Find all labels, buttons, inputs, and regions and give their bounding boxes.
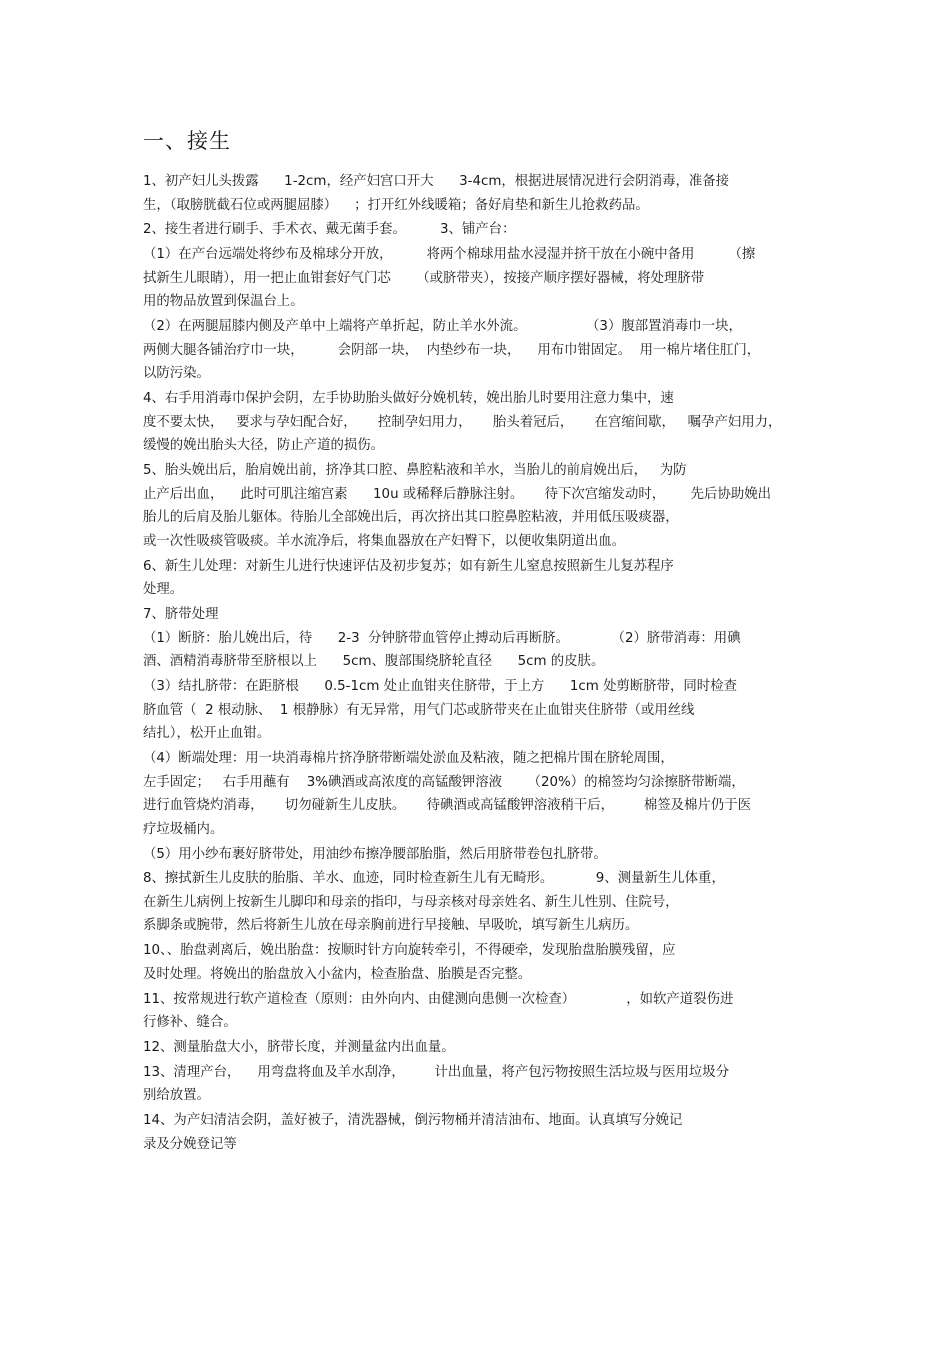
text-line: 10、、胎盘剥离后，娩出胎盘：按顺时针方向旋转牵引，不得硬牵，发现胎盘胎膜残留，应 — [143, 943, 676, 959]
paragraph — [143, 555, 808, 602]
text-line: 生，（取膀胱截石位或两腿屈膝） ；打开红外线暖箱；备好肩垫和新生儿抢救药品。 — [143, 197, 649, 213]
text-line: （4）断端处理：用一块消毒棉片挤净脐带断端处淤血及粘液，随之把棉片围在脐轮周围， — [143, 750, 674, 766]
paragraph — [143, 988, 808, 1035]
text-line: 疗垃圾桶内。 — [143, 821, 224, 837]
paragraph — [143, 218, 808, 242]
paragraph — [143, 459, 808, 553]
document-body — [143, 170, 808, 1156]
paragraph — [143, 387, 808, 458]
text-line: （1）断脐：胎儿娩出后，待 2-3 分钟脐带血管停止搏动后再断脐。 （2）脐带消毒：用碘 — [143, 630, 741, 646]
text-line: 5、胎头娩出后，胎肩娩出前，挤净其口腔、鼻腔粘液和羊水，当胎儿的前肩娩出后， 为防 — [143, 463, 687, 479]
text-line: 2、接生者进行刷手、手术衣、戴无菌手套。 3、铺产台： — [143, 222, 516, 238]
text-line: （2）在两腿屈膝内侧及产单中上端将产单折起，防止羊水外流。 （3）腹部置消毒巾一块， — [143, 319, 742, 335]
text-line: 处理。 — [143, 582, 184, 598]
text-line: 1、初产妇儿头拨露 1-2cm，经产妇宫口开大 3-4cm，根据进展情况进行会阴消毒，准备接 — [143, 174, 730, 189]
paragraph — [143, 675, 808, 746]
text-line: 别给放置。 — [143, 1088, 210, 1104]
paragraph — [143, 243, 808, 314]
text-line: 12、测量胎盘大小，脐带长度，并测量盆内出血量。 — [143, 1040, 455, 1055]
document-page — [143, 126, 808, 1158]
text-line: 胎儿的后肩及胎儿躯体。待胎儿全部娩出后，再次挤出其口腔鼻腔粘液，并用低压吸痰器， — [143, 510, 679, 526]
text-line: 13、清理产台， 用弯盘将血及羊水刮净， 计出血量，将产包污物按照生活垃圾与医用垃圾分 — [143, 1064, 730, 1080]
text-line: 行修补、缝合。 — [143, 1015, 237, 1031]
text-line: 录及分娩登记等 — [143, 1136, 237, 1152]
text-line: （3）结扎脐带：在距脐根 0.5-1cm 处止血钳夹住脐带，于上方 1cm 处剪断脐带，同时检查 — [143, 678, 737, 694]
text-line: 脐血管（ 2 根动脉、 1 根静脉）有无异常，用气门芯或脐带夹在止血钳夹住脐带（或用丝线 — [143, 702, 695, 718]
text-line: 酒、酒精消毒脐带至脐根以上 5cm、腹部围绕脐轮直径 5cm 的皮肤。 — [143, 654, 605, 670]
text-line: 拭新生儿眼睛），用一把止血钳套好气门芯 （或脐带夹），按接产顺序摆好器械，将处理脐带 — [143, 270, 705, 286]
paragraph — [143, 867, 808, 938]
text-line: 左手固定； 右手用蘸有 3%碘酒或高浓度的高锰酸钾溶液 （20%）的棉签均匀涂擦脐带断端， — [143, 774, 745, 790]
paragraph — [143, 315, 808, 386]
paragraph — [143, 1061, 808, 1108]
paragraph — [143, 1109, 808, 1156]
text-line: 在新生儿病例上按新生儿脚印和母亲的指印，与母亲核对母亲姓名、新生儿性别、住院号， — [143, 894, 679, 910]
text-line: 14、为产妇清洁会阴，盖好被子，清洗器械，倒污物桶并清洁油布、地面。认真填写分娩记 — [143, 1113, 683, 1129]
paragraph — [143, 603, 808, 674]
text-line: 以防污染。 — [143, 366, 210, 382]
text-line: （5）用小纱布裹好脐带处，用油纱布擦净腰部胎脂，然后用脐带卷包扎脐带。 — [143, 846, 607, 862]
paragraph — [143, 1036, 808, 1060]
text-line: 4、右手用消毒巾保护会阴，左手协助胎头做好分娩机转，娩出胎儿时要用注意力集中，速 — [143, 391, 674, 407]
text-line: 系脚条或腕带，然后将新生儿放在母亲胸前进行早接触、早吸吮，填写新生儿病历。 — [143, 918, 639, 934]
text-line: 缓慢的娩出胎头大径，防止产道的损伤。 — [143, 438, 385, 454]
text-line: 6、新生儿处理：对新生儿进行快速评估及初步复苏；如有新生儿窒息按照新生儿复苏程序 — [143, 558, 674, 574]
text-line: 两侧大腿各铺治疗巾一块， 会阴部一块， 内垫纱布一块， 用布巾钳固定。 用一棉片堵住肛门， — [143, 342, 761, 358]
text-line: 7、脐带处理 — [143, 607, 219, 622]
text-line: 8、擦拭新生儿皮肤的胎脂、羊水、血迹，同时检查新生儿有无畸形。 9、测量新生儿体重， — [143, 871, 725, 887]
text-line: （1）在产台远端处将纱布及棉球分开放， 将两个棉球用盐水浸湿并挤干放在小碗中备用 （擦 — [143, 247, 756, 263]
paragraph — [143, 747, 808, 841]
text-line: 止产后出血， 此时可肌注缩宫素 10u 或稀释后静脉注射。 待下次宫缩发动时， 先后协助娩出 — [143, 486, 772, 502]
text-line: 或一次性吸痰管吸痰。羊水流净后，将集血器放在产妇臀下，以便收集阴道出血。 — [143, 533, 626, 549]
text-line: 用的物品放置到保温台上。 — [143, 294, 304, 310]
paragraph — [143, 939, 808, 986]
paragraph — [143, 843, 808, 867]
text-line: 度不要太快， 要求与孕妇配合好， 控制孕妇用力， 胎头着冠后， 在宫缩间歇， 嘱孕产妇用力， — [143, 414, 782, 430]
text-line: 11、按常规进行软产道检查（原则：由外向内、由健测向患侧一次检查） ，如软产道裂伤进 — [143, 991, 734, 1007]
section-title: 一、接生 — [143, 129, 231, 153]
text-line: 结扎），松开止血钳。 — [143, 726, 271, 742]
text-line: 及时处理。将娩出的胎盘放入小盆内，检查胎盘、胎膜是否完整。 — [143, 966, 532, 982]
paragraph — [143, 170, 808, 217]
text-line: 进行血管烧灼消毒， 切勿碰新生儿皮肤。 待碘酒或高锰酸钾溶液稍干后， 棉签及棉片仍于医 — [143, 798, 751, 814]
